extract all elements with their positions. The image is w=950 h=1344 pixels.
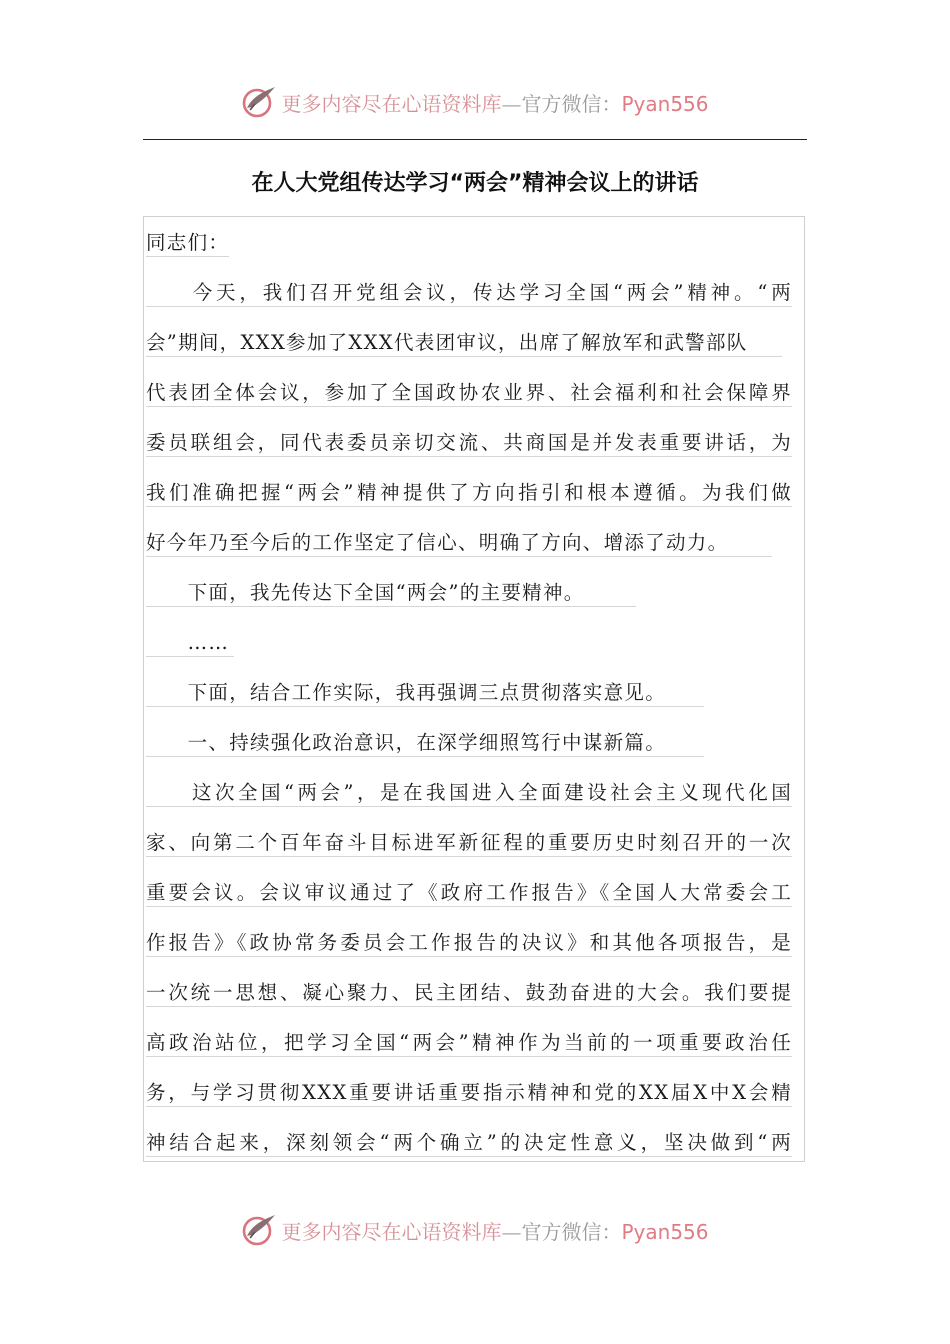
header-divider bbox=[143, 139, 807, 140]
quill-logo-icon bbox=[241, 1212, 277, 1248]
watermark-wechat-label: 官方微信： bbox=[521, 91, 622, 116]
watermark-wechat-id: Pyan556 bbox=[621, 1219, 709, 1244]
body-line: 务，与学习贯彻XXX重要讲话重要指示精神和党的XX届X中X会精 bbox=[146, 1080, 792, 1107]
quill-logo-icon bbox=[241, 84, 277, 120]
body-line: 高政治站位，把学习全国“两会”精神作为当前的一项重要政治任 bbox=[146, 1030, 792, 1057]
body-line: 我们准确把握“两会”精神提供了方向指引和根本遵循。为我们做 bbox=[146, 480, 792, 507]
watermark-wechat-id: Pyan556 bbox=[621, 91, 709, 116]
watermark-separator: — bbox=[501, 1219, 522, 1244]
body-line: 这次全国“两会”，是在我国进入全面建设社会主义现代化国 bbox=[146, 780, 792, 807]
watermark-prefix: 更多内容尽在心语资料库 bbox=[281, 1219, 502, 1244]
document-title: 在人大党组传达学习“两会”精神会议上的讲话 bbox=[251, 171, 699, 196]
body-line: …… bbox=[146, 630, 234, 657]
body-line: 会”期间，XXX参加了XXX代表团审议，出席了解放军和武警部队 bbox=[146, 330, 782, 357]
header-watermark-banner bbox=[0, 82, 950, 122]
body-line: 家、向第二个百年奋斗目标进军新征程的重要历史时刻召开的一次 bbox=[146, 830, 792, 857]
body-line: 作报告》《政协常务委员会工作报告的决议》和其他各项报告，是 bbox=[146, 930, 792, 957]
body-line: 委员联组会，同代表委员亲切交流、共商国是并发表重要讲话，为 bbox=[146, 430, 792, 457]
body-line: 同志们： bbox=[146, 230, 229, 257]
body-line: 重要会议。会议审议通过了《政府工作报告》《全国人大常委会工 bbox=[146, 880, 792, 907]
watermark-separator: — bbox=[501, 91, 522, 116]
body-line: 今天，我们召开党组会议，传达学习全国“两会”精神。“两 bbox=[146, 280, 792, 307]
body-line: 代表团全体会议，参加了全国政协农业界、社会福利和社会保障界 bbox=[146, 380, 792, 407]
body-line: 一次统一思想、凝心聚力、民主团结、鼓劲奋进的大会。我们要提 bbox=[146, 980, 792, 1007]
watermark-text bbox=[281, 1216, 708, 1245]
body-line: 下面，结合工作实际，我再强调三点贯彻落实意见。 bbox=[146, 680, 704, 707]
body-line: 好今年乃至今后的工作坚定了信心、明确了方向、增添了动力。 bbox=[146, 530, 772, 557]
watermark-text bbox=[281, 88, 708, 117]
body-line: 下面，我先传达下全国“两会”的主要精神。 bbox=[146, 580, 636, 607]
watermark-prefix: 更多内容尽在心语资料库 bbox=[281, 91, 502, 116]
footer-watermark-banner bbox=[0, 1210, 950, 1250]
watermark-wechat-label: 官方微信： bbox=[521, 1219, 622, 1244]
body-line: 一、持续强化政治意识，在深学细照笃行中谋新篇。 bbox=[146, 730, 704, 757]
body-line: 神结合起来，深刻领会“两个确立”的决定性意义，坚决做到“两 bbox=[146, 1130, 792, 1157]
